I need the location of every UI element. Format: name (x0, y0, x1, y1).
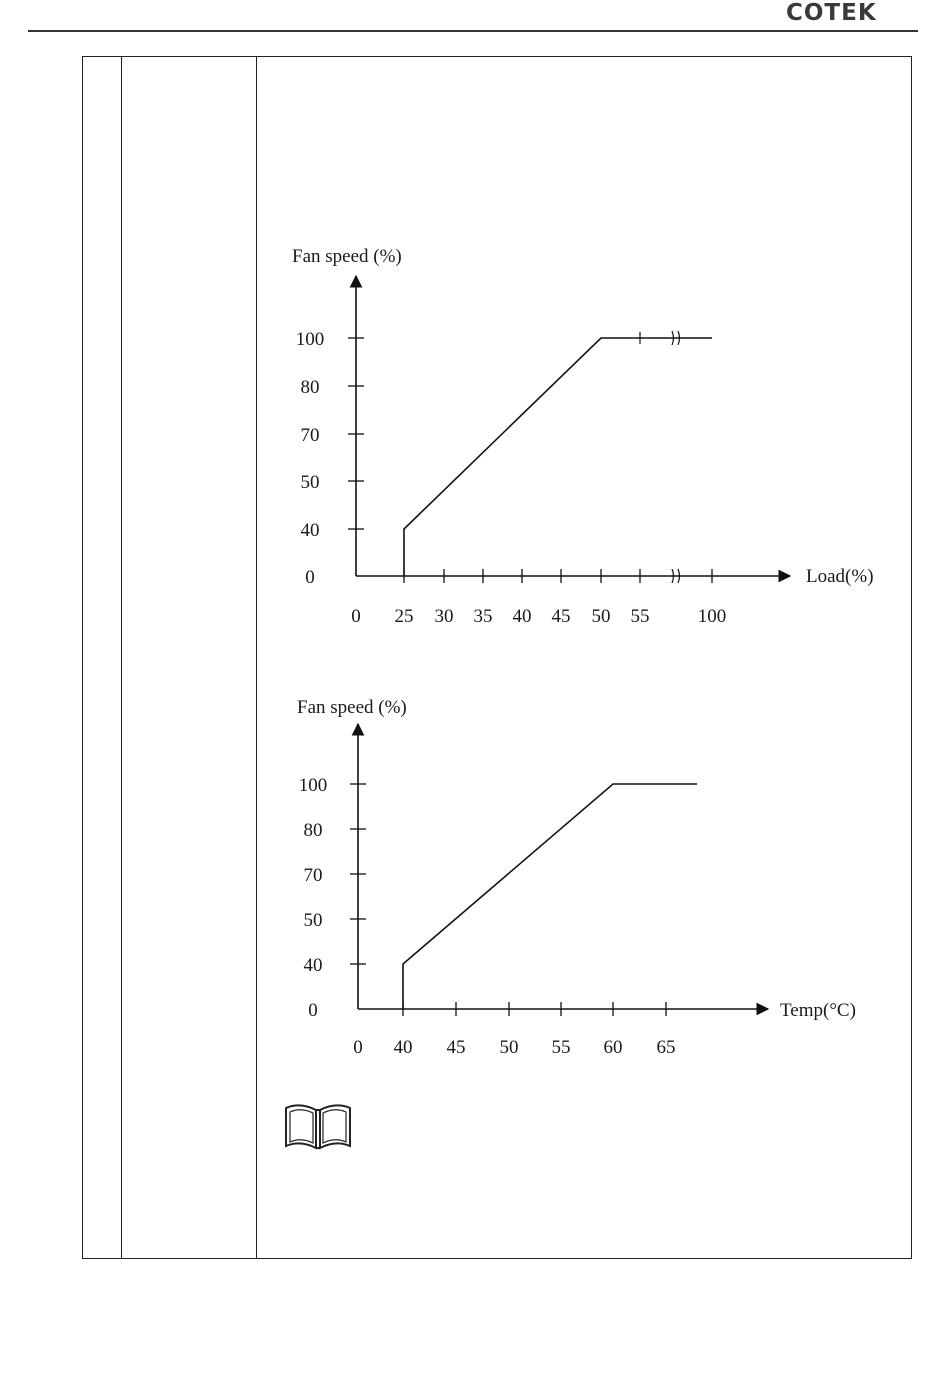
chart2-y-tick-label: 80 (303, 820, 323, 841)
chart2-x-tick-label: 50 (499, 1037, 519, 1058)
chart2-x-tick-label: 60 (603, 1037, 623, 1058)
chart1-x-tick-label: 35 (473, 606, 493, 627)
chart1-y-tick-label: 50 (300, 472, 320, 493)
chart1-x-tick-label: 55 (630, 606, 650, 627)
chart1-x-tick-label: 100 (697, 606, 727, 627)
chart1-y-tick-label: 0 (305, 567, 315, 588)
chart2-x-tick-label: 55 (551, 1037, 571, 1058)
cotek-logo: COTEK (786, 0, 877, 26)
chart1-x-tick-label: 45 (551, 606, 571, 627)
chart2-y-tick-label: 40 (303, 955, 323, 976)
chart2-y-tick-label: 70 (303, 865, 323, 886)
chart1-x-tick-label: 40 (512, 606, 532, 627)
chart2-y-tick-label: 50 (303, 910, 323, 931)
chart2-x-tick-label: 45 (446, 1037, 466, 1058)
chart1-y-tick-label: 40 (300, 520, 320, 541)
chart1-x-tick-label: 50 (591, 606, 611, 627)
chart2-y-tick-label: 100 (298, 775, 328, 796)
chart1-y-tick-label: 70 (300, 425, 320, 446)
chart1-x-tick-label: 25 (394, 606, 414, 627)
chart1-x-tick-label: 0 (351, 606, 361, 627)
chart2-xlabel: Temp(°C) (780, 1000, 856, 1021)
chart1-y-tick-label: 80 (300, 377, 320, 398)
chart1-x-tick-label: 30 (434, 606, 454, 627)
open-book-icon (282, 1100, 354, 1152)
chart1-series-line (404, 338, 712, 576)
chart2-ylabel: Fan speed (%) (297, 697, 407, 718)
chart2-x-tick-label: 65 (656, 1037, 676, 1058)
chart2-x-tick-label: 0 (353, 1037, 363, 1058)
chart2-series-line (403, 784, 697, 1009)
chart1-y-tick-label: 100 (295, 329, 325, 350)
chart2-x-tick-label: 40 (393, 1037, 413, 1058)
chart1-xlabel: Load(%) (806, 566, 874, 587)
chart1-ylabel: Fan speed (%) (292, 246, 402, 267)
chart2-y-tick-label: 0 (308, 1000, 318, 1021)
